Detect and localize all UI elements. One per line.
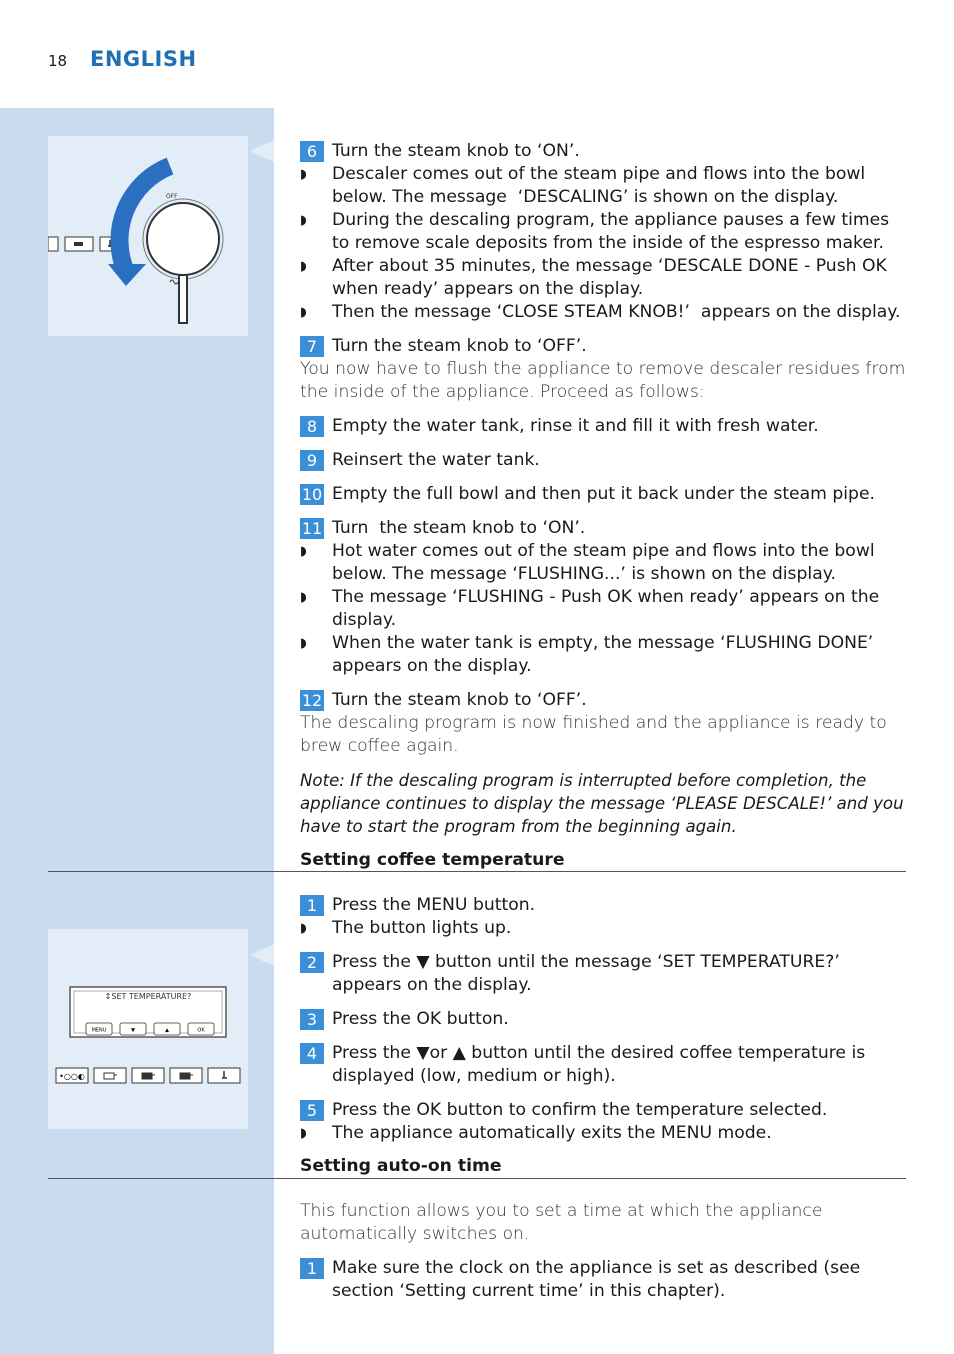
bullet-item: ◗ The message ‘FLUSHING - Push OK when ready’ appears on the display. [300,587,880,630]
auto-step-1 [300,1257,908,1303]
step-number: 1 [300,1258,324,1279]
step-12 [300,689,908,712]
auto-on-intro: This function allows you to set a time at which the appliance automatically switches on. [300,1201,823,1244]
step-number: 2 [300,952,324,973]
step-11 [300,517,908,540]
figure-display [48,929,248,1129]
step-8 [300,415,908,438]
step-number: 4 [300,1043,324,1064]
temp-step-1 [300,894,908,917]
bullet-arrow-icon: ◗ [300,305,307,320]
up-button-label: ▲ [165,1027,169,1034]
step-text: Turn the steam knob to ‘ON’. [332,518,586,538]
display-screen-text: ↕SET TEMPERATURE? [104,992,192,1001]
temp-step-4 [300,1042,908,1088]
language-heading: ENGLISH [90,47,197,71]
down-button-label: ▼ [131,1027,135,1034]
step-text: Turn the steam knob to ‘OFF’. [332,690,587,710]
step-11-bullets [300,540,908,678]
main-content [300,140,908,1314]
bullet-item: ◗ The button lights up. [300,918,512,938]
step-text: Make sure the clock on the appliance is set as described (see section ‘Setting current time’ in this chapter). [332,1258,861,1301]
step-text: Press the ▼or ▲ button until the desired coffee temperature is displayed (low, medium or high). [332,1043,866,1086]
bullet-arrow-icon: ◗ [300,544,307,559]
step-text: Reinsert the water tank. [332,450,540,470]
control-panel-illustration [48,929,248,1129]
step-text: Press the ▼ button until the message ‘SET TEMPERATURE?’ appears on the display. [332,952,840,995]
figure-pointer [250,140,274,162]
step-6 [300,140,908,163]
bullet-item: ◗ Descaler comes out of the steam pipe and flows into the bowl below. The message ‘DESCALING’ is shown on the display. [300,164,866,207]
section-title-temperature: Setting coffee temperature [300,850,565,870]
step-number: 9 [300,450,324,471]
step-text: Turn the steam knob to ‘OFF’. [332,336,587,356]
bullet-item: ◗ After about 35 minutes, the message ‘DESCALE DONE - Push OK when ready’ appears on the display. [300,256,887,299]
steam-knob-illustration [48,136,248,336]
step-text: Press the MENU button. [332,895,536,915]
note-text: Note: If the descaling program is interrupted before completion, the appliance continues to display the message ‘PLEASE DESCALE!’ and you have to start the program from the beginning again. [300,771,904,836]
bullet-item: ◗ When the water tank is empty, the message ‘FLUSHING DONE’ appears on the display. [300,633,874,676]
step-text: Empty the full bowl and then put it back under the steam pipe. [332,484,876,504]
off-label: OFF [166,193,178,200]
step-number: 10 [301,485,323,504]
step-10 [300,483,908,506]
step-7 [300,335,908,358]
step-number: 7 [300,336,324,357]
bullet-item: ◗ The appliance automatically exits the MENU mode. [300,1123,772,1143]
step-number: 1 [300,895,324,916]
temp-step-2 [300,951,908,997]
step-number: 11 [301,519,323,538]
svg-text:•○○◐: •○○◐ [59,1072,85,1081]
temp-step-3 [300,1008,908,1031]
step-9 [300,449,908,472]
step-12-paragraph: The descaling program is now finished and the appliance is ready to brew coffee again. [300,713,887,756]
step-text: Press the OK button to confirm the temperature selected. [332,1100,828,1120]
ok-button-label: OK [197,1027,205,1034]
bullet-item: ◗ Then the message ‘CLOSE STEAM KNOB!’ appears on the display. [300,302,901,322]
menu-button-label: MENU [91,1027,107,1034]
bullet-arrow-icon: ◗ [300,590,307,605]
bullet-arrow-icon: ◗ [300,636,307,651]
bullet-arrow-icon: ◗ [300,921,307,936]
section-title-auto-on: Setting auto-on time [300,1156,502,1176]
page-number: 18 [48,52,68,70]
bullet-arrow-icon: ◗ [300,213,307,228]
bullet-arrow-icon: ◗ [300,167,307,182]
step-number: 12 [301,691,323,710]
step-number: 3 [300,1009,324,1030]
figure-pointer-2 [250,944,274,966]
bullet-item: ◗ During the descaling program, the appliance pauses a few times to remove scale deposits from the inside of the espresso maker. [300,210,890,253]
step-number: 8 [300,416,324,437]
temp-step-5 [300,1099,908,1122]
figure-steam-knob [48,136,248,336]
step-number: 5 [300,1100,324,1121]
bullet-arrow-icon: ◗ [300,1126,307,1141]
step-text: Turn the steam knob to ‘ON’. [332,141,580,161]
step-text: Press the OK button. [332,1009,509,1029]
step-6-bullets [300,163,908,324]
bullet-item: ◗ Hot water comes out of the steam pipe and flows into the bowl below. The message ‘FLUSHING...’ is shown on the display. [300,541,875,584]
step-7-paragraph: You now have to flush the appliance to remove descaler residues from the inside of the appliance. Proceed as follows: [300,359,906,402]
step-number: 6 [300,141,324,162]
bullet-arrow-icon: ◗ [300,259,307,274]
temp-step-5-bullets [300,1122,908,1145]
step-text: Empty the water tank, rinse it and fill it with fresh water. [332,416,819,436]
temp-step-1-bullets [300,917,908,940]
